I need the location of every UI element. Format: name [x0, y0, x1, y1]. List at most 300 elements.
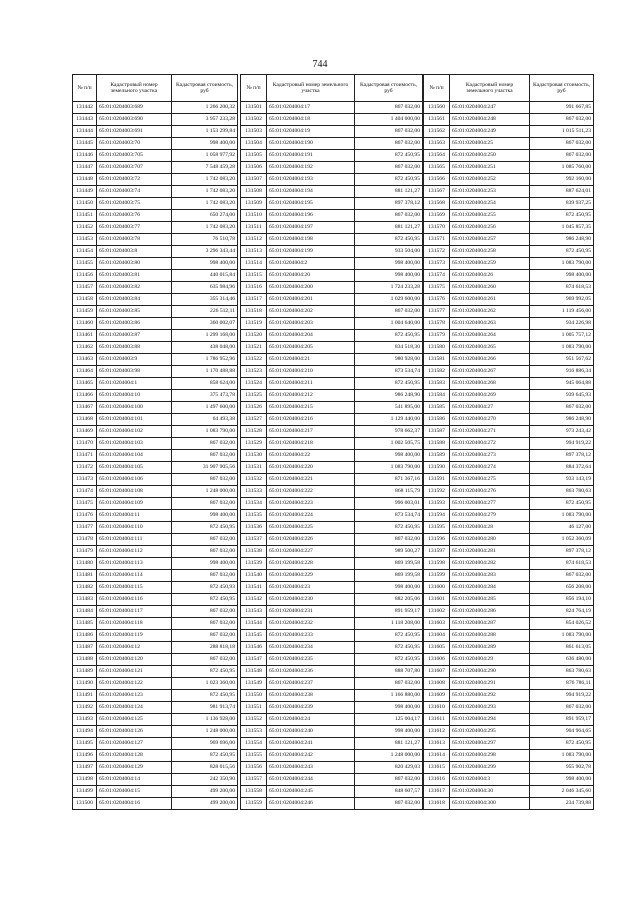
table-row	[424, 570, 594, 582]
cell-num: 131473	[73, 474, 97, 486]
cell-cadastral-number: 65:01:0204003:81	[97, 270, 172, 282]
table-row	[241, 486, 423, 498]
cell-num: 131531	[241, 462, 267, 474]
cell-cadastral-value: 973 243,42	[530, 426, 594, 438]
cell-cadastral-value: 3 296 343,44	[172, 246, 238, 258]
cell-cadastral-value: 635 984,96	[172, 282, 238, 294]
cell-cadastral-value: 861 613,05	[530, 642, 594, 654]
cell-cadastral-value: 998 400,00	[355, 270, 423, 282]
cell-cadastral-number: 65:01:0204004:23	[267, 582, 355, 594]
cell-cadastral-number: 65:01:0204004:105	[97, 462, 172, 474]
cell-cadastral-value: 46 127,00	[530, 522, 594, 534]
cell-cadastral-value: 1 002 505,75	[355, 438, 423, 450]
cell-num: 131598	[424, 558, 450, 570]
cell-cadastral-number: 65:01:0204004:230	[267, 594, 355, 606]
table-row	[424, 462, 594, 474]
cell-num: 131605	[424, 642, 450, 654]
table-row	[241, 474, 423, 486]
cell-cadastral-number: 65:01:0204003:9	[97, 354, 172, 366]
cell-cadastral-value: 1 005 757,12	[530, 330, 594, 342]
cell-cadastral-number: 65:01:0204004:128	[97, 750, 172, 762]
cell-cadastral-number: 65:01:0204004:204	[267, 330, 355, 342]
table-row	[241, 714, 423, 726]
table-row	[424, 594, 594, 606]
cell-cadastral-number: 65:01:0204004:220	[267, 462, 355, 474]
cell-cadastral-value: 1 404 000,00	[355, 114, 423, 126]
cell-cadastral-value: 1 266 200,32	[172, 102, 238, 114]
cell-num: 131555	[241, 750, 267, 762]
table-row	[424, 486, 594, 498]
cell-cadastral-number: 65:01:0204004:119	[97, 630, 172, 642]
cell-cadastral-value: 1 153 299,84	[172, 126, 238, 138]
cell-num: 131464	[73, 366, 97, 378]
cell-cadastral-value: 871 367,16	[355, 474, 423, 486]
table-row	[424, 282, 594, 294]
table-row	[424, 438, 594, 450]
cell-cadastral-number: 65:01:0204003:82	[97, 282, 172, 294]
cell-num: 131506	[241, 162, 267, 174]
cell-num: 131551	[241, 702, 267, 714]
cell-num: 131484	[73, 606, 97, 618]
table-row	[73, 750, 238, 762]
cell-cadastral-number: 65:01:0204004:276	[450, 486, 530, 498]
table-row	[241, 618, 423, 630]
cell-cadastral-number: 65:01:0204004:289	[450, 642, 530, 654]
cell-cadastral-number: 65:01:0204004:17	[267, 102, 355, 114]
cell-num: 131458	[73, 294, 97, 306]
cell-cadastral-number: 65:01:0204004:122	[97, 678, 172, 690]
table-row	[241, 402, 423, 414]
cell-cadastral-number: 65:01:0204004:234	[267, 642, 355, 654]
cell-cadastral-value: 933 504,00	[355, 246, 423, 258]
cell-cadastral-value: 980 928,00	[355, 354, 423, 366]
table-row	[424, 378, 594, 390]
cell-cadastral-number: 65:01:0204004:221	[267, 474, 355, 486]
cell-cadastral-number: 65:01:0204004:201	[267, 294, 355, 306]
cell-cadastral-number: 65:01:0204004:226	[267, 534, 355, 546]
cell-num: 131573	[424, 258, 450, 270]
registry-table-3	[423, 74, 594, 810]
table-row	[241, 414, 423, 426]
cell-cadastral-number: 65:01:0204004:236	[267, 666, 355, 678]
table-row	[241, 138, 423, 150]
cell-cadastral-value: 867 032,00	[355, 774, 423, 786]
cell-cadastral-value: 873 534,74	[355, 366, 423, 378]
cell-cadastral-value: 1 724 233,28	[355, 282, 423, 294]
cell-cadastral-value: 867 032,00	[172, 606, 238, 618]
table-row	[424, 342, 594, 354]
cell-num: 131558	[241, 786, 267, 798]
cell-cadastral-value: 288 818,18	[172, 642, 238, 654]
page-number: 744	[312, 59, 328, 70]
table-row	[424, 102, 594, 114]
cell-num: 131471	[73, 450, 97, 462]
table-row	[73, 594, 238, 606]
cell-cadastral-value: 869 199,58	[355, 558, 423, 570]
cell-cadastral-number: 65:01:0204004:253	[450, 186, 530, 198]
cell-cadastral-number: 65:01:0204003:86	[97, 318, 172, 330]
cell-cadastral-number: 65:01:0204004:254	[450, 198, 530, 210]
cell-cadastral-number: 65:01:0204004:248	[450, 114, 530, 126]
table-row	[424, 294, 594, 306]
cell-cadastral-number: 65:01:0204004:124	[97, 702, 172, 714]
cell-num: 131561	[424, 114, 450, 126]
table-row	[424, 114, 594, 126]
cell-cadastral-value: 1 085 760,00	[530, 162, 594, 174]
cell-cadastral-number: 65:01:0204004:228	[267, 558, 355, 570]
table-row	[73, 174, 238, 186]
cell-cadastral-value: 884 372,64	[530, 462, 594, 474]
cell-cadastral-value: 867 032,00	[172, 438, 238, 450]
table-row	[73, 210, 238, 222]
table-row	[241, 522, 423, 534]
cell-cadastral-number: 65:01:0204004:282	[450, 558, 530, 570]
table-row	[424, 126, 594, 138]
cell-num: 131588	[424, 438, 450, 450]
cell-cadastral-number: 65:01:0204004:291	[450, 678, 530, 690]
cell-num: 131541	[241, 582, 267, 594]
cell-num: 131613	[424, 738, 450, 750]
table-row	[241, 606, 423, 618]
cell-num: 131509	[241, 198, 267, 210]
cell-cadastral-number: 65:01:0204004:262	[450, 306, 530, 318]
cell-cadastral-value: 856 194,10	[530, 594, 594, 606]
cell-num: 131532	[241, 474, 267, 486]
cell-cadastral-number: 65:01:0204004:11	[97, 510, 172, 522]
cell-cadastral-number: 65:01:0204004:249	[450, 126, 530, 138]
cell-num: 131533	[241, 486, 267, 498]
cell-num: 131606	[424, 654, 450, 666]
table-row	[424, 630, 594, 642]
table-row	[241, 690, 423, 702]
registry-table-2	[240, 74, 423, 810]
cell-num: 131479	[73, 546, 97, 558]
cell-cadastral-number: 65:01:0204004:127	[97, 738, 172, 750]
cell-cadastral-number: 65:01:0204004:266	[450, 354, 530, 366]
cell-num: 131601	[424, 594, 450, 606]
cell-cadastral-value: 998 400,00	[530, 270, 594, 282]
cell-num: 131457	[73, 282, 97, 294]
cell-cadastral-value: 897 378,12	[530, 546, 594, 558]
cell-cadastral-value: 891 959,17	[530, 714, 594, 726]
cell-num: 131538	[241, 546, 267, 558]
cell-cadastral-number: 65:01:0204003:689	[97, 102, 172, 114]
table-row	[241, 726, 423, 738]
cell-num: 131520	[241, 330, 267, 342]
cell-cadastral-value: 998 400,00	[172, 510, 238, 522]
cell-cadastral-number: 65:01:0204004:277	[450, 498, 530, 510]
cell-num: 131446	[73, 150, 97, 162]
cell-cadastral-value: 125 004,17	[355, 714, 423, 726]
cell-num: 131536	[241, 522, 267, 534]
cell-cadastral-number: 65:01:0204004:215	[267, 402, 355, 414]
cell-num: 131608	[424, 678, 450, 690]
cell-cadastral-number: 65:01:0204004:1	[97, 378, 172, 390]
cell-cadastral-number: 65:01:0204003:77	[97, 222, 172, 234]
cell-cadastral-value: 1 023 360,00	[172, 678, 238, 690]
table-row	[73, 270, 238, 282]
cell-num: 131499	[73, 786, 97, 798]
cell-cadastral-number: 65:01:0204003:84	[97, 294, 172, 306]
cell-cadastral-number: 65:01:0204004:243	[267, 762, 355, 774]
cell-cadastral-number: 65:01:0204003:705	[97, 150, 172, 162]
cell-num: 131478	[73, 534, 97, 546]
table-row	[73, 738, 238, 750]
table-row	[424, 582, 594, 594]
cell-cadastral-number: 65:01:0204004:252	[450, 174, 530, 186]
table-row	[73, 474, 238, 486]
cell-cadastral-value: 867 032,00	[530, 702, 594, 714]
table-row	[424, 750, 594, 762]
cell-cadastral-value: 226 512,11	[172, 306, 238, 318]
cell-cadastral-value: 867 032,00	[172, 450, 238, 462]
cell-num: 131511	[241, 222, 267, 234]
cell-num: 131562	[424, 126, 450, 138]
cell-cadastral-number: 65:01:0204004:2	[267, 258, 355, 270]
table-row	[73, 570, 238, 582]
cell-num: 131595	[424, 522, 450, 534]
table-row	[424, 390, 594, 402]
cell-cadastral-value: 872 450,95	[172, 522, 238, 534]
cell-cadastral-value: 76 510,78	[172, 234, 238, 246]
table-row	[241, 258, 423, 270]
cell-cadastral-value: 876 786,11	[530, 678, 594, 690]
cell-cadastral-number: 65:01:0204004:192	[267, 162, 355, 174]
cell-cadastral-number: 65:01:0204004:229	[267, 570, 355, 582]
cell-num: 131477	[73, 522, 97, 534]
table-row	[241, 318, 423, 330]
cell-num: 131510	[241, 210, 267, 222]
cell-cadastral-number: 65:01:0204004:290	[450, 666, 530, 678]
cell-cadastral-number: 65:01:0204004:195	[267, 198, 355, 210]
cell-cadastral-value: 867 032,00	[530, 570, 594, 582]
cell-cadastral-number: 65:01:0204004:285	[450, 594, 530, 606]
cell-cadastral-value: 858 624,00	[172, 378, 238, 390]
cell-num: 131587	[424, 426, 450, 438]
cell-cadastral-number: 65:01:0204004:294	[450, 714, 530, 726]
cell-cadastral-value: 867 032,00	[172, 570, 238, 582]
table-row	[241, 702, 423, 714]
cell-num: 131586	[424, 414, 450, 426]
cell-num: 131589	[424, 450, 450, 462]
cell-num: 131502	[241, 114, 267, 126]
table-row	[424, 258, 594, 270]
cell-num: 131518	[241, 306, 267, 318]
table-row	[424, 534, 594, 546]
cell-cadastral-number: 65:01:0204004:279	[450, 510, 530, 522]
cell-cadastral-number: 65:01:0204003:98	[97, 366, 172, 378]
table-row	[241, 738, 423, 750]
cell-cadastral-value: 955 902,78	[530, 762, 594, 774]
cell-cadastral-value: 916 886,34	[530, 366, 594, 378]
cell-cadastral-value: 969 992,05	[530, 294, 594, 306]
cell-num: 131594	[424, 510, 450, 522]
cell-cadastral-number: 65:01:0204004:190	[267, 138, 355, 150]
cell-cadastral-value: 934 226,98	[530, 318, 594, 330]
cell-cadastral-number: 65:01:0204004:224	[267, 510, 355, 522]
table-row	[241, 234, 423, 246]
table-row	[241, 798, 423, 810]
cell-cadastral-value: 998 400,00	[355, 450, 423, 462]
table-row	[241, 678, 423, 690]
header-cadastral: Кадастровый номер земельного участка	[267, 75, 355, 102]
cell-num: 131566	[424, 174, 450, 186]
table-row	[241, 582, 423, 594]
cell-cadastral-number: 65:01:0204003:76	[97, 210, 172, 222]
cell-num: 131444	[73, 126, 97, 138]
table-row	[424, 246, 594, 258]
cell-cadastral-number: 65:01:0204004:200	[267, 282, 355, 294]
cell-cadastral-value: 868 115,79	[355, 486, 423, 498]
table-row	[424, 798, 594, 810]
table-row	[241, 510, 423, 522]
cell-cadastral-value: 872 450,95	[355, 654, 423, 666]
cell-num: 131575	[424, 282, 450, 294]
cell-cadastral-value: 887 624,01	[530, 186, 594, 198]
cell-cadastral-value: 872 450,95	[355, 642, 423, 654]
cell-cadastral-value: 991 667,85	[530, 102, 594, 114]
table-row	[73, 378, 238, 390]
table-row	[241, 450, 423, 462]
cell-cadastral-number: 65:01:0204004:111	[97, 534, 172, 546]
cell-cadastral-value: 440 015,84	[172, 270, 238, 282]
cell-cadastral-value: 872 450,93	[172, 582, 238, 594]
cell-cadastral-value: 881 121,27	[355, 222, 423, 234]
cell-cadastral-value: 882 205,06	[355, 594, 423, 606]
cell-num: 131493	[73, 714, 97, 726]
table-row	[424, 186, 594, 198]
cell-num: 131459	[73, 306, 97, 318]
table-row	[241, 438, 423, 450]
cell-num: 131534	[241, 498, 267, 510]
cell-cadastral-number: 65:01:0204004:211	[267, 378, 355, 390]
cell-cadastral-value: 7 548 459,28	[172, 162, 238, 174]
cell-cadastral-number: 65:01:0204004:197	[267, 222, 355, 234]
cell-cadastral-number: 65:01:0204004:104	[97, 450, 172, 462]
cell-cadastral-value: 951 567,62	[530, 354, 594, 366]
table-row	[73, 414, 238, 426]
cell-cadastral-number: 65:01:0204004:223	[267, 498, 355, 510]
cell-num: 131591	[424, 474, 450, 486]
table-row	[424, 210, 594, 222]
cell-num: 131567	[424, 186, 450, 198]
cell-num: 131579	[424, 330, 450, 342]
table-row	[73, 558, 238, 570]
cell-num: 131486	[73, 630, 97, 642]
table-row	[241, 462, 423, 474]
cell-cadastral-number: 65:01:0204004:20	[267, 270, 355, 282]
cell-num: 131603	[424, 618, 450, 630]
cell-cadastral-number: 65:01:0204004:292	[450, 690, 530, 702]
cell-cadastral-value: 888 707,80	[355, 666, 423, 678]
table-row	[241, 102, 423, 114]
cell-num: 131489	[73, 666, 97, 678]
cell-num: 131565	[424, 162, 450, 174]
table-row	[73, 282, 238, 294]
cell-cadastral-number: 65:01:0204004:217	[267, 426, 355, 438]
cell-num: 131461	[73, 330, 97, 342]
cell-cadastral-number: 65:01:0204004:29	[450, 654, 530, 666]
cell-num: 131516	[241, 282, 267, 294]
cell-cadastral-number: 65:01:0204004:216	[267, 414, 355, 426]
cell-cadastral-value: 1 015 511,23	[530, 126, 594, 138]
table-row	[73, 534, 238, 546]
cell-cadastral-value: 2 046 345,60	[530, 786, 594, 798]
cell-cadastral-value: 1 004 640,00	[355, 318, 423, 330]
cell-cadastral-value: 874 618,53	[530, 282, 594, 294]
table-row	[73, 642, 238, 654]
cell-cadastral-number: 65:01:0204004:112	[97, 546, 172, 558]
table-row	[424, 162, 594, 174]
table-row	[424, 222, 594, 234]
cell-cadastral-number: 65:01:0204004:250	[450, 150, 530, 162]
cell-cadastral-value: 867 032,00	[355, 138, 423, 150]
cell-cadastral-number: 65:01:0204003:78	[97, 234, 172, 246]
cell-cadastral-value: 998 400,00	[530, 774, 594, 786]
cell-cadastral-number: 65:01:0204004:203	[267, 318, 355, 330]
cell-num: 131611	[424, 714, 450, 726]
cell-cadastral-value: 867 032,00	[355, 102, 423, 114]
cell-cadastral-number: 65:01:0204004:245	[267, 786, 355, 798]
table-row	[73, 462, 238, 474]
cell-num: 131517	[241, 294, 267, 306]
cell-cadastral-value: 1 166 880,00	[355, 690, 423, 702]
cell-cadastral-number: 65:01:0204004:257	[450, 234, 530, 246]
cell-num: 131574	[424, 270, 450, 282]
cell-num: 131540	[241, 570, 267, 582]
cell-num: 131610	[424, 702, 450, 714]
cell-num: 131447	[73, 162, 97, 174]
cell-cadastral-number: 65:01:0204004:268	[450, 378, 530, 390]
cell-num: 131546	[241, 642, 267, 654]
cell-num: 131462	[73, 342, 97, 354]
table-row	[241, 750, 423, 762]
cell-num: 131545	[241, 630, 267, 642]
cell-num: 131443	[73, 114, 97, 126]
table-row	[424, 666, 594, 678]
cell-num: 131475	[73, 498, 97, 510]
table-row	[73, 186, 238, 198]
cell-num: 131614	[424, 750, 450, 762]
cell-num: 131500	[73, 798, 97, 810]
cell-cadastral-value: 867 032,00	[355, 534, 423, 546]
cell-cadastral-number: 65:01:0204004:123	[97, 690, 172, 702]
table-row	[73, 198, 238, 210]
cell-cadastral-number: 65:01:0204004:297	[450, 738, 530, 750]
cell-num: 131514	[241, 258, 267, 270]
cell-cadastral-value: 867 032,00	[355, 798, 423, 810]
table-row	[424, 762, 594, 774]
cell-cadastral-number: 65:01:0204004:269	[450, 390, 530, 402]
table-row	[241, 330, 423, 342]
table-row	[424, 774, 594, 786]
cell-num: 131480	[73, 558, 97, 570]
cell-cadastral-number: 65:01:0204004:196	[267, 210, 355, 222]
cell-cadastral-number: 65:01:0204004:241	[267, 738, 355, 750]
table-row	[424, 174, 594, 186]
cell-cadastral-value: 994 919,22	[530, 438, 594, 450]
table-row	[73, 390, 238, 402]
cell-num: 131465	[73, 378, 97, 390]
cell-cadastral-number: 65:01:0204004:244	[267, 774, 355, 786]
cell-cadastral-number: 65:01:0204004:287	[450, 618, 530, 630]
table-row	[241, 126, 423, 138]
cell-cadastral-number: 65:01:0204004:255	[450, 210, 530, 222]
header-num: № п/п	[424, 75, 450, 102]
cell-cadastral-number: 65:01:0204004:267	[450, 366, 530, 378]
table-row	[73, 726, 238, 738]
table-row	[241, 378, 423, 390]
